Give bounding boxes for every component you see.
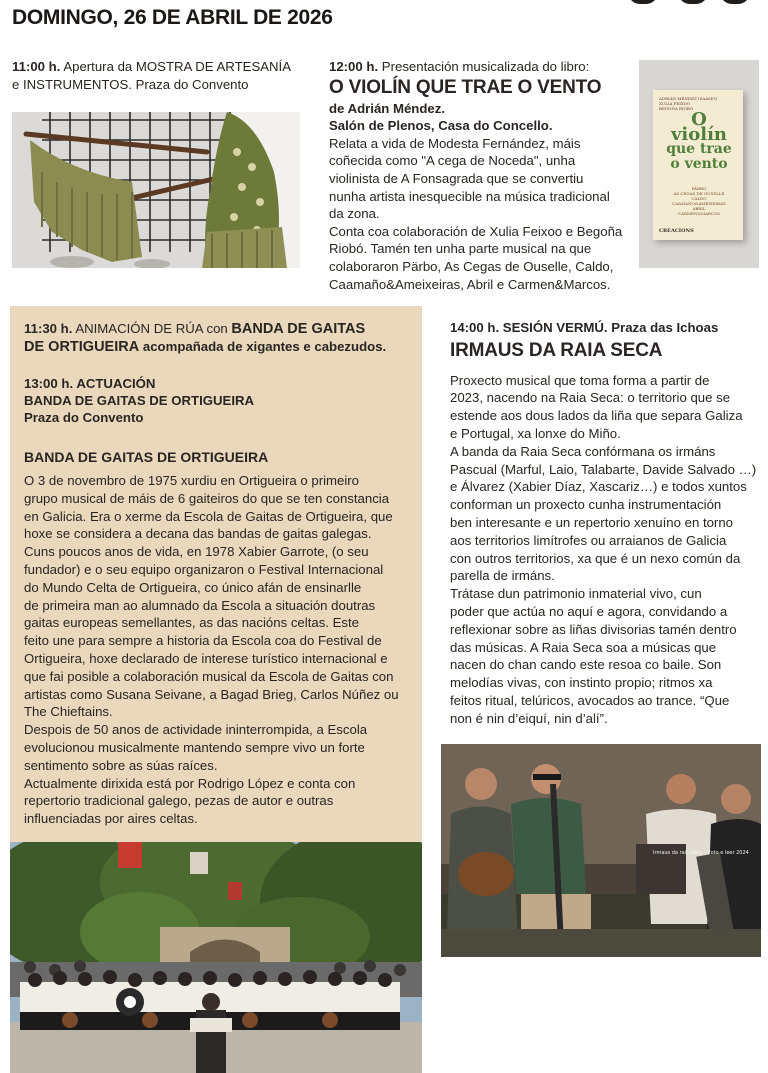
libro-title: O VIOLÍN QUE TRAE O VENTO — [329, 76, 602, 98]
vermu-title: SESIÓN VERMÚ. — [502, 320, 608, 335]
actuacion-place: Praza do Convento — [24, 410, 144, 425]
banda-line: Cuns poucos anos de vida, en 1978 Xabier Garrote, (o seu — [24, 544, 369, 560]
vermu-line: A banda da Raia Seca confórmana os irmáns — [450, 443, 716, 459]
banda-line: fundador) e o seu equipo organizaron o Festival Internacional — [24, 561, 384, 577]
rua-title-d: acompañada de xigantes e cabezudos. — [142, 339, 387, 354]
cover-artist-line: CARMEN&MARCOS — [677, 211, 721, 216]
vermu-line: poder que actúa no aquí e agora, convidando a — [450, 603, 728, 619]
rua-title-b: BANDA DE GAITAS — [231, 321, 366, 337]
libro-block — [329, 58, 629, 293]
libro-description — [329, 135, 629, 293]
rua-title-a: ANIMACIÓN DE RÚA con — [75, 321, 228, 336]
banda-line: artistas como Susana Seivane, a Bagad Brieg, Carlos Núñez ou — [24, 686, 399, 702]
actuacion-block — [24, 375, 414, 427]
cover-author-line: ADRIÁN MÉNDEZ (SAAMO) — [659, 96, 718, 101]
artesania-time: 11:00 h. — [12, 59, 61, 74]
banda-line: de primeira man ao alumnado da Escola a situación doutras — [24, 597, 376, 613]
cover-title-line: que trae — [666, 141, 732, 157]
libro-line: violinista de A Fonsagrada que se convertiu — [329, 170, 584, 186]
vermu-line: Proxecto musical que toma forma a partir de — [450, 372, 710, 388]
cover-title-line: violín — [670, 124, 728, 145]
libro-line: Relata a vida de Modesta Fernández, máis — [329, 135, 581, 151]
banda-line: feito une para sempre a historia da Escola coa do Festival de — [24, 633, 382, 649]
cover-title-line: O — [691, 109, 707, 130]
rua-time: 11:30 h. — [24, 321, 73, 336]
cover-title-line: o vento — [670, 156, 728, 172]
vermu-line: e Portugal, xa lonxe do Miño. — [450, 425, 621, 441]
banda-line: influenciadas por aires celtas. — [24, 811, 198, 827]
vermu-block — [450, 319, 760, 728]
libro-venue: Salón de Plenos, Casa do Concello. — [329, 118, 553, 134]
vermu-line: das músicas. A Raia Seca soa a músicas que — [450, 639, 717, 655]
libro-line: colaboraron Pärbo, As Cegas de Ouselle, Caldo, — [329, 258, 614, 274]
actuacion-time: 13:00 h. — [24, 376, 74, 391]
vermu-line: nacen do chan cando este resoa co baile. Son — [450, 657, 722, 673]
rua-block — [24, 320, 414, 356]
cover-author-line: XULIA FEIXOO — [659, 101, 691, 106]
cover-artist-line: CALDO — [691, 196, 707, 201]
libro-line: Riobó. Tamén ten unha parte musical na que — [329, 241, 592, 257]
vermu-line: aos territorios limítrofes ou arraianos de Galicia — [450, 532, 727, 548]
vermu-time: 14:00 h. — [450, 320, 500, 335]
artesania-heading — [12, 58, 312, 93]
actuacion-band: BANDA DE GAITAS DE ORTIGUEIRA — [24, 393, 255, 408]
banda-section — [24, 449, 416, 828]
banda-line: The Chieftains. — [24, 704, 113, 720]
rua-title-c: DE ORTIGUEIRA — [24, 339, 140, 355]
banda-line: Despois de 50 anos de actividade ininterrompida, a Escola — [24, 722, 368, 738]
book-cover-photo — [639, 60, 759, 268]
banda-line: repertorio tradicional galego, pezas de autor e outras — [24, 793, 334, 809]
vermu-line: estende aos dous lados da liña que separa Galiza — [450, 408, 743, 424]
banda-line: gaitas europeas semellantes, as das nacións celtas. Este — [24, 615, 360, 631]
vermu-line: 2023, nacendo na Raia Seca: o territorio que se — [450, 390, 731, 406]
cover-artist-line: PÄRBO — [691, 186, 707, 191]
banda-line: Actualmente dirixida está por Rodrigo López e conta con — [24, 775, 356, 791]
artesania-title2: e INSTRUMENTOS. — [12, 76, 132, 92]
banda-line: evolucionou musicalmente mantendo sempre vivo un forte — [24, 739, 365, 755]
banda-heading: BANDA DE GAITAS DE ORTIGUEIRA — [24, 449, 269, 465]
bagpipes-photo — [12, 112, 300, 268]
vermu-line: ben interesante e un repertorio xenuíno en torno — [450, 514, 733, 530]
vermu-body — [450, 372, 760, 728]
artesania-title: Apertura da MOSTRA DE ARTESANÍA — [63, 59, 292, 74]
banda-body — [24, 472, 416, 828]
vermu-line: Pascual (Marful, Laio, Talabarte, Davide Salvado …) — [450, 461, 757, 477]
cover-artist-line: ABRIL — [692, 206, 706, 211]
cover-author-line: BEGOÑA RIOBÓ — [659, 106, 694, 111]
banda-line: Ortigueira, hoxe declarado de interese turístico internacional e — [24, 650, 388, 666]
banda-line: O 3 de novembro de 1975 xurdiu en Ortigueira o primeiro — [24, 473, 359, 488]
banda-line: que fai posible a colaboración musical da Escola de Gaitas con — [24, 668, 394, 684]
banda-line: hoxe se considera a decana das bandas de gaitas galegas. — [24, 526, 372, 542]
vermu-line: e Álvarez (Xabier Díaz, Xascariz…) e todos xuntos — [450, 479, 747, 495]
book-cover — [653, 90, 743, 240]
libro-intro: Presentación musicalizada do libro: — [381, 59, 590, 74]
vermu-line: reflexionar sobre as liñas divisorias tamén dentro — [450, 621, 737, 637]
actuacion-title: ACTUACIÓN — [76, 376, 156, 391]
libro-line: Conta coa colaboración de Xulia Feixoo e Begoña — [329, 223, 623, 239]
cover-publisher: CREACIONS — [659, 228, 694, 234]
vermu-band: IRMAUS DA RAIA SECA — [450, 339, 663, 361]
vermu-line: non é nin d’eiquí, nin d’alí”. — [450, 710, 608, 726]
cover-artist-line: AS CEGAS DE OUSELLE — [673, 191, 725, 196]
banda-photo — [10, 842, 422, 1073]
irmaus-photo-caption: Irmaus da raia seca – Foto e leer 2024 — [653, 850, 749, 856]
banda-line: sentimento sobre as súas raíces. — [24, 757, 218, 773]
vermu-line: con outros territorios, xa que é un nexo común da — [450, 550, 741, 566]
libro-line: nunha artista inesquecible na música tradicional — [329, 188, 610, 204]
banda-line: en Galicia. Era o xerme da Escola de Gaitas de Ortigueira, que — [24, 508, 393, 524]
libro-author: de Adrián Méndez. — [329, 100, 446, 116]
banda-line: do Mundo Celta de Ortigueira, co único afán de ensinarlle — [24, 579, 362, 595]
page-date-title: DOMINGO, 26 DE ABRIL DE 2026 — [12, 6, 333, 29]
cover-artist-line: CAAMAÑO&AMEIXEIRAS — [672, 201, 726, 206]
libro-line: da zona. — [329, 206, 380, 222]
artesania-place: Praza do Convento — [135, 76, 249, 92]
banda-line: grupo musical de máis de 6 gaiteiros do que se ten constancia — [24, 490, 390, 506]
vermu-line: feitos ritual, telúricos, avocados ao trance. “Que — [450, 692, 730, 708]
libro-line: coñecida como "A cega de Noceda", unha — [329, 153, 576, 169]
vermu-line: parella de irmáns. — [450, 568, 555, 584]
libro-time: 12:00 h. — [329, 59, 379, 74]
irmaus-photo — [441, 744, 761, 957]
vermu-line: conforman un proxecto cunha instrumentación — [450, 497, 722, 513]
libro-line: Caamaño&Ameixeiras, Abril e Carmen&Marcos. — [329, 276, 611, 292]
vermu-line: melodías vivas, con instinto propio; ritmos xa — [450, 675, 713, 691]
vermu-line: Trátase dun patrimonio inmaterial vivo, cun — [450, 586, 702, 602]
vermu-place: Praza das Ichoas — [611, 320, 719, 335]
corner-decoration — [608, 0, 758, 6]
